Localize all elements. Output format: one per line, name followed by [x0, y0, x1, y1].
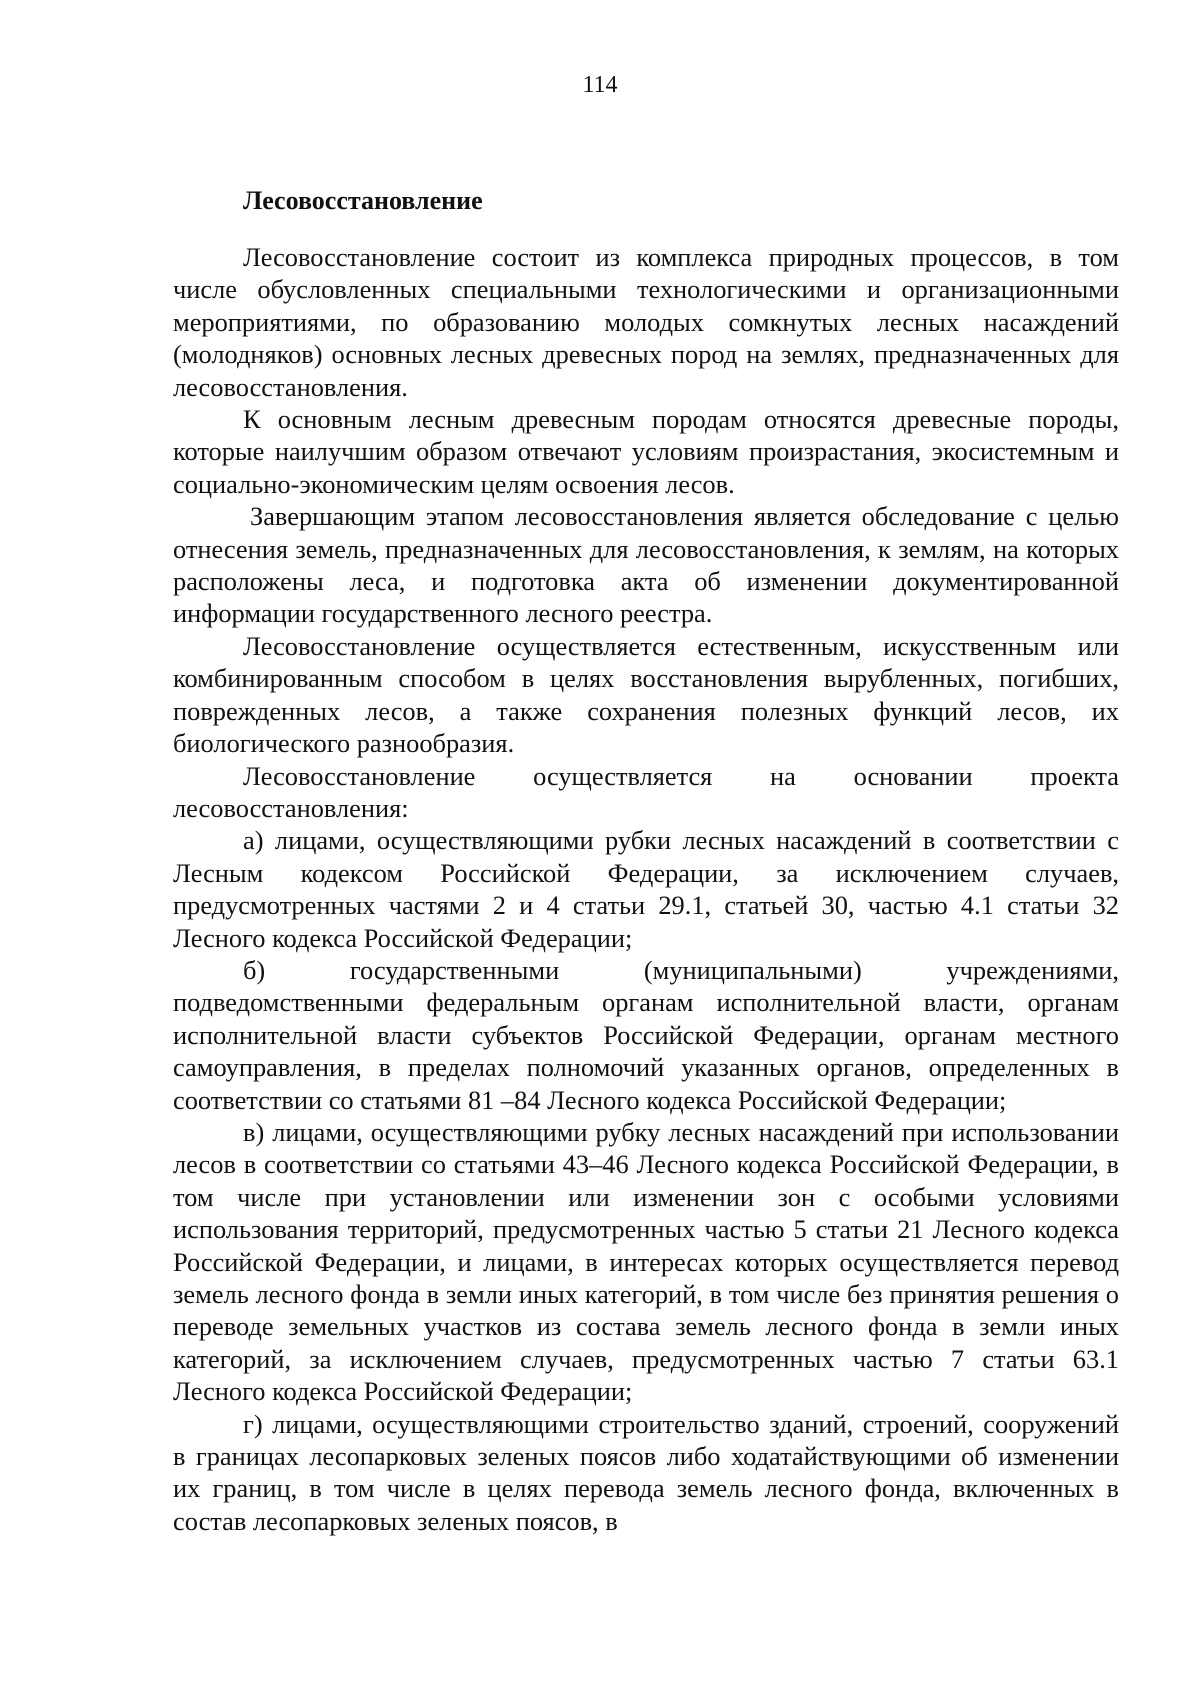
paragraph-final-stage: Завершающим этапом лесовосстановления является обследование с целью отнесения земель, предназначенных для лесовосстановления, к землям, на которых расположены леса, и подготовка акта об изменении документированной информации государственного лесного реестра.: [173, 501, 1119, 629]
list-item-a: а) лицами, осуществляющими рубки лесных насаждений в соответствии с Лесным кодексом Российской Федерации, за исключением случаев, предусмотренных частями 2 и 4 статьи 29.1, статьей 30, частью 4.1 статьи 32 Лесного кодекса Российской Федерации;: [173, 825, 1119, 953]
section-body: [173, 241, 1119, 1537]
paragraph-methods: Лесовосстановление осуществляется естественным, искусственным или комбинированным способом в целях восстановления вырубленных, погибших, поврежденных лесов, а также сохранения полезных функций лесов, их биологического разнообразия.: [173, 630, 1119, 759]
paragraph-main-species: К основным лесным древесным породам относятся древесные породы, которые наилучшим образом отвечают условиям произрастания, экосистемным и социально-экономическим целям освоения лесов.: [173, 404, 1119, 499]
page-number: 114: [582, 72, 618, 98]
paragraph-definition: Лесовосстановление состоит из комплекса природных процессов, в том числе обусловленных специальными технологическими и организационными мероприятиями, по образованию молодых сомкнутых лесных насаждений (молодняков) основных лесных древесных пород на землях, предназначенных для лесовосстановления.: [173, 242, 1119, 402]
paragraph-project-basis: Лесовосстановление осуществляется на основании проекта лесовосстановления:: [173, 760, 1119, 823]
list-item-b: б) государственными (муниципальными) учреждениями, подведомственными федеральным органам исполнительной власти, органам исполнительной власти субъектов Российской Федерации, органам местного самоуправления, в пределах полномочий указанных органов, определенных в соответствии со статьями 81 –84 Лесного кодекса Российской Федерации;: [173, 954, 1119, 1115]
list-item-g: г) лицами, осуществляющими строительство зданий, строений, сооружений в границах лесопарковых зеленых поясов либо ходатайствующими об изменении их границ, в том числе в целях перевода земель лесного фонда, включенных в состав лесопарковых зеленых поясов, в: [173, 1408, 1119, 1536]
list-item-v: в) лицами, осуществляющими рубку лесных насаждений при использовании лесов в соответствии со статьями 43–46 Лесного кодекса Российской Федерации, в том числе при установлении или изменении зон с особыми условиями использования территорий, предусмотренных частью 5 статьи 21 Лесного кодекса Российской Федерации, и лицами, в интересах которых осуществляется перевод земель лесного фонда в земли иных категорий, в том числе без принятия решения о переводе земельных участков из состава земель лесного фонда в земли иных категорий, за исключением случаев, предусмотренных частью 7 статьи 63.1 Лесного кодекса Российской Федерации;: [173, 1116, 1119, 1407]
section-heading: Лесовосстановление: [243, 186, 483, 215]
